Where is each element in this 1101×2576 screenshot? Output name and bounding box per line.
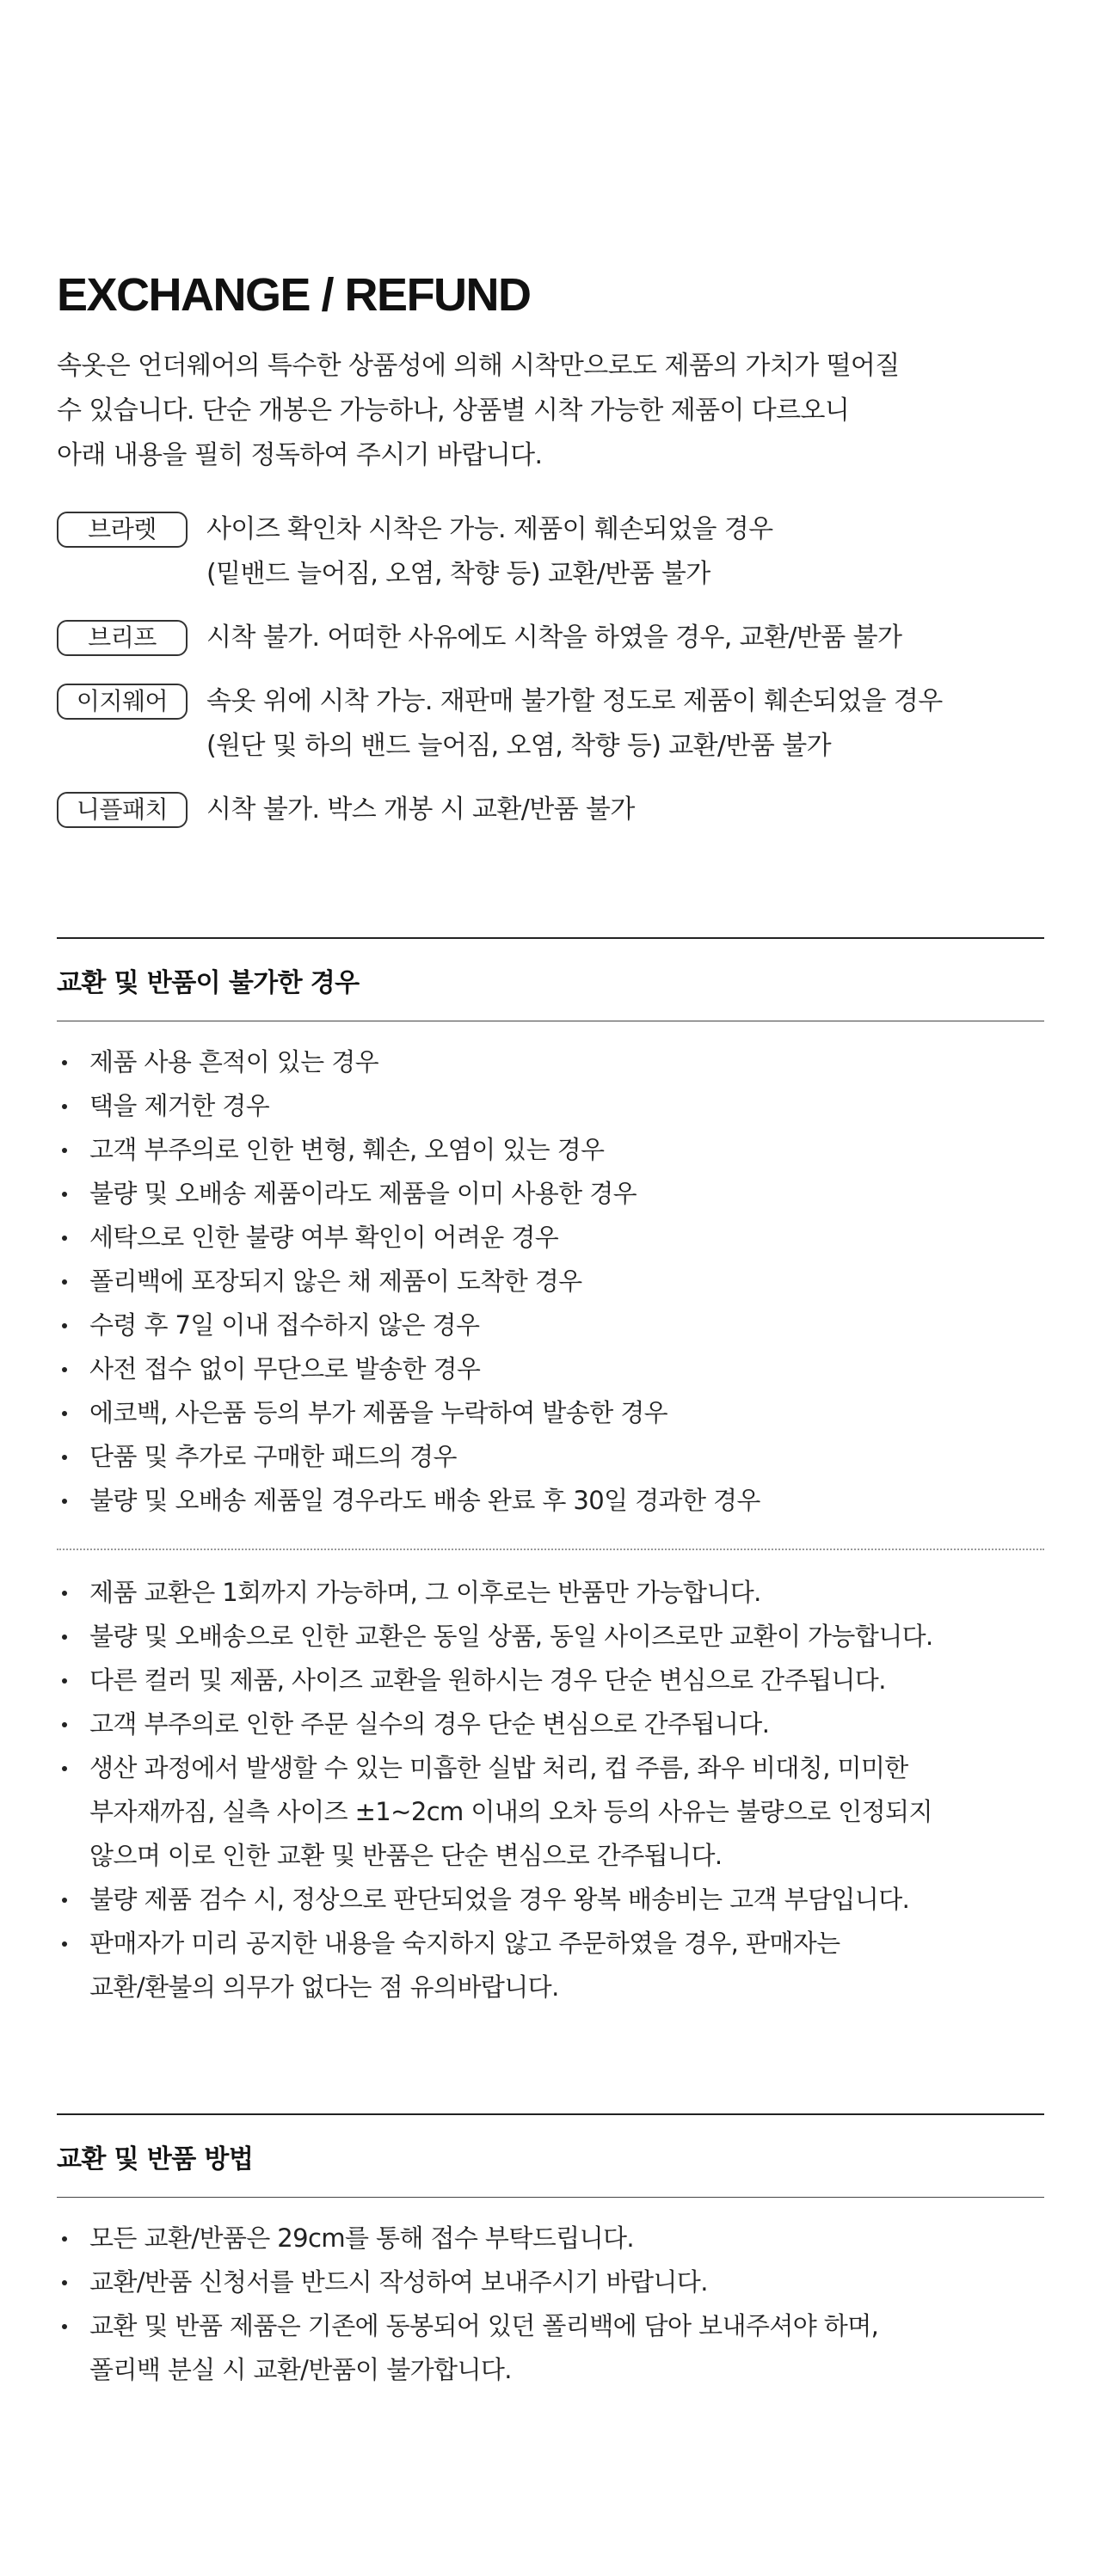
intro-line: 수 있습니다. 단순 개봉은 가능하나, 상품별 시착 가능한 제품이 다르오니 — [57, 396, 850, 426]
list-item: 불량 및 오배송 제품이라도 제품을 이미 사용한 경우 — [57, 1172, 1044, 1216]
list-item: 제품 사용 흔적이 있는 경우 — [57, 1040, 1044, 1084]
category-badge: 이지웨어 — [57, 684, 188, 720]
exchange-notice-list — [57, 1571, 1044, 2009]
intro-line: 아래 내용을 필히 정독하여 주시기 바랍니다. — [57, 440, 543, 470]
category-rules — [57, 507, 1044, 832]
category-description-line: (원단 및 하의 밴드 늘어짐, 오염, 착향 등) 교환/반품 불가 — [206, 731, 831, 761]
list-item: 판매자가 미리 공지한 내용을 숙지하지 않고 주문하였을 경우, 판매자는 교환/환불의 의무가 없다는 점 유의바랍니다. — [57, 1922, 1044, 2009]
category-row-brief — [57, 616, 1044, 660]
category-description — [206, 507, 773, 597]
section-not-allowed — [57, 937, 1044, 2009]
category-description — [206, 679, 943, 769]
category-badge: 브라렛 — [57, 512, 188, 548]
category-description-line: 시착 불가. 어떠한 사유에도 시착을 하였을 경우, 교환/반품 불가 — [206, 623, 902, 653]
list-item: 제품 교환은 1회까지 가능하며, 그 이후로는 반품만 가능합니다. — [57, 1571, 1044, 1615]
list-item: 수령 후 7일 이내 접수하지 않은 경우 — [57, 1303, 1044, 1347]
method-list — [57, 2217, 1044, 2392]
list-item: 다른 컬러 및 제품, 사이즈 교환을 원하시는 경우 단순 변심으로 간주됩니다. — [57, 1659, 1044, 1702]
list-item: 교환/반품 신청서를 반드시 작성하여 보내주시기 바랍니다. — [57, 2260, 1044, 2304]
category-row-nipple-patch — [57, 788, 1044, 832]
category-description-line: 속옷 위에 시착 가능. 재판매 불가할 정도로 제품이 훼손되었을 경우 — [206, 686, 943, 716]
list-item: 고객 부주의로 인한 주문 실수의 경우 단순 변심으로 간주됩니다. — [57, 1702, 1044, 1746]
section-title: 교환 및 반품이 불가한 경우 — [57, 967, 360, 998]
list-item: 사전 접수 없이 무단으로 발송한 경우 — [57, 1347, 1044, 1391]
category-badge: 브리프 — [57, 620, 188, 656]
not-allowed-list — [57, 1040, 1044, 1523]
list-item: 단품 및 추가로 구매한 패드의 경우 — [57, 1435, 1044, 1479]
intro-line: 속옷은 언더웨어의 특수한 상품성에 의해 시착만으로도 제품의 가치가 떨어질 — [57, 351, 900, 381]
category-description — [206, 616, 901, 660]
intro-paragraph — [57, 344, 1055, 478]
page-title: EXCHANGE / REFUND — [57, 269, 531, 321]
category-row-bralette — [57, 507, 1044, 597]
section-method — [57, 2113, 1044, 2392]
list-item: 모든 교환/반품은 29cm를 통해 접수 부탁드립니다. — [57, 2217, 1044, 2260]
dotted-divider — [57, 1549, 1044, 1550]
category-badge: 니플패치 — [57, 792, 188, 828]
category-description-line: 사이즈 확인차 시착은 가능. 제품이 훼손되었을 경우 — [206, 514, 773, 544]
list-item: 불량 및 오배송으로 인한 교환은 동일 상품, 동일 사이즈로만 교환이 가능합니다. — [57, 1615, 1044, 1659]
list-item: 에코백, 사은품 등의 부가 제품을 누락하여 발송한 경우 — [57, 1391, 1044, 1435]
list-item: 불량 제품 검수 시, 정상으로 판단되었을 경우 왕복 배송비는 고객 부담입니다. — [57, 1878, 1044, 1922]
category-row-easywear — [57, 679, 1044, 769]
section-header — [57, 937, 1044, 1021]
list-item: 생산 과정에서 발생할 수 있는 미흡한 실밥 처리, 컵 주름, 좌우 비대칭, 미미한 부자재까짐, 실측 사이즈 ±1~2cm 이내의 오차 등의 사유는 불량으로 인정되지 않으며 이로 인한 교환 및 반품은 단순 변심으로 간주됩니다. — [57, 1746, 1044, 1878]
section-header — [57, 2113, 1044, 2198]
category-description-line: (밑밴드 늘어짐, 오염, 착향 등) 교환/반품 불가 — [206, 559, 710, 589]
section-title: 교환 및 반품 방법 — [57, 2144, 254, 2174]
category-description — [206, 788, 635, 832]
list-item: 세탁으로 인한 불량 여부 확인이 어려운 경우 — [57, 1216, 1044, 1260]
list-item: 고객 부주의로 인한 변형, 훼손, 오염이 있는 경우 — [57, 1128, 1044, 1172]
list-item: 폴리백에 포장되지 않은 채 제품이 도착한 경우 — [57, 1260, 1044, 1303]
list-item: 교환 및 반품 제품은 기존에 동봉되어 있던 폴리백에 담아 보내주셔야 하며, 폴리백 분실 시 교환/반품이 불가합니다. — [57, 2304, 1044, 2392]
category-description-line: 시착 불가. 박스 개봉 시 교환/반품 불가 — [206, 794, 635, 825]
list-item: 택을 제거한 경우 — [57, 1084, 1044, 1128]
list-item: 불량 및 오배송 제품일 경우라도 배송 완료 후 30일 경과한 경우 — [57, 1479, 1044, 1523]
